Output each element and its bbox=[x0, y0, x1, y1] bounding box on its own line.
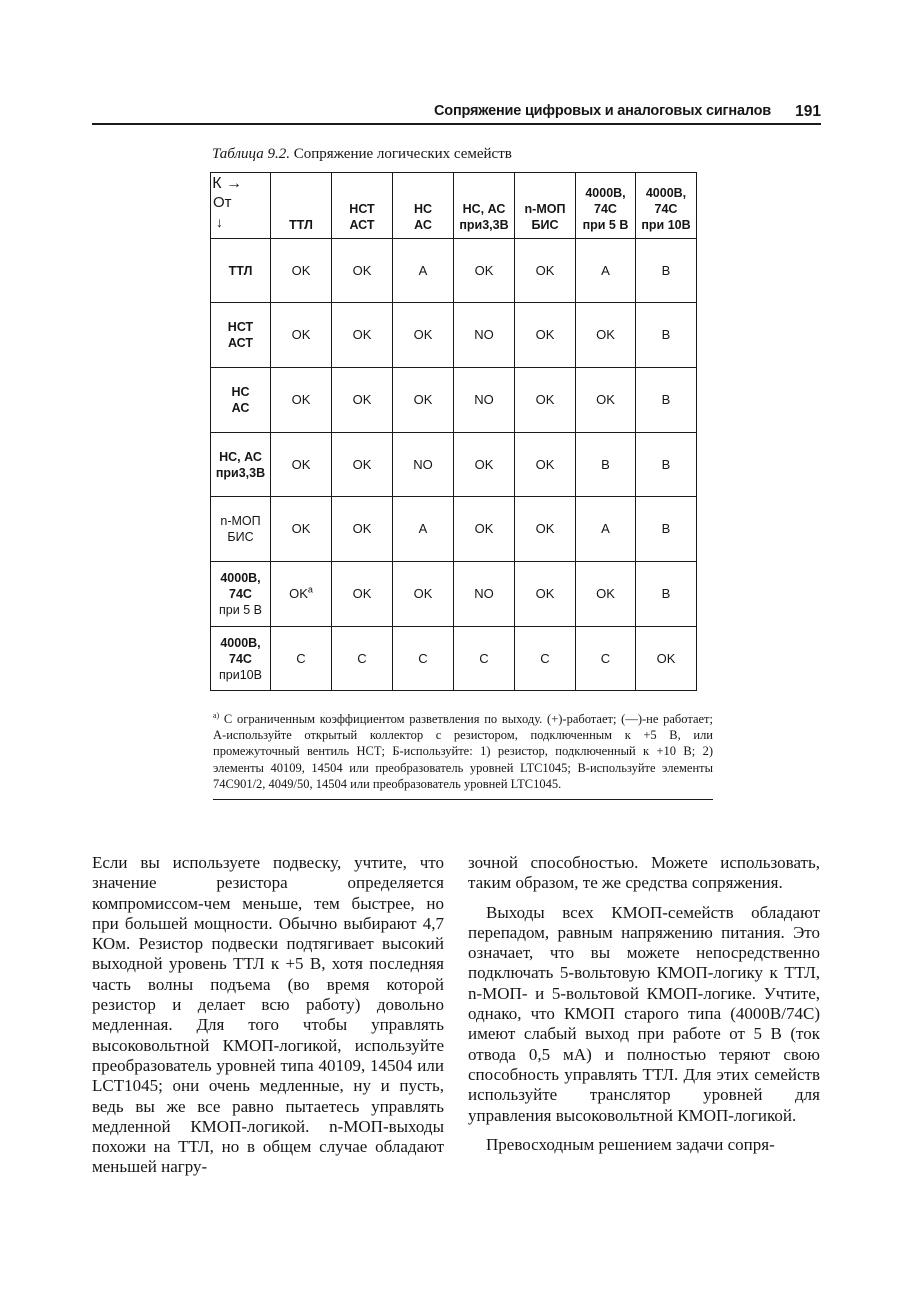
logic-compatibility-table bbox=[210, 172, 697, 691]
column-header: ТТЛ bbox=[271, 173, 332, 239]
table-row bbox=[211, 239, 697, 303]
table-cell: OK bbox=[393, 303, 454, 368]
table-header-row bbox=[211, 173, 697, 239]
table-cell: OK bbox=[332, 433, 393, 497]
footnote-marker: a bbox=[307, 584, 313, 595]
table-cell: OK bbox=[332, 368, 393, 433]
table-cell: OK bbox=[576, 368, 636, 433]
table-cell: OK bbox=[332, 562, 393, 627]
row-header: 4000В, 74С при 5 В bbox=[211, 562, 271, 627]
table-cell: B bbox=[636, 497, 697, 562]
body-column-left bbox=[92, 853, 444, 1178]
table-cell: OK bbox=[576, 562, 636, 627]
body-paragraph: Выходы всех КМОП-семейств обладают перепадом, равным напряжению питания. Это означает, что вы можете непосредственно подключать 5-вольтовую КМОП-логику к ТТЛ, n-МОП- и 5-вольтовой КМОП-логике. Учтите, однако, что КМОП старого типа (4000В/74С) имеют слабый выход при работе от 5 В (ток отвода 0,5 мА) и полностью теряют свою способность управлять ТТЛ. Для этих семейств используйте транслятор уровней для управления высоковольтной КМОП-логикой. bbox=[468, 902, 820, 1125]
page-number: 191 bbox=[795, 103, 821, 120]
table-cell: C bbox=[393, 627, 454, 691]
to-arrow-label: К → bbox=[212, 175, 242, 192]
column-header: НС, АС при3,3В bbox=[454, 173, 515, 239]
body-paragraph: зочной способностью. Можете использовать, таким образом, те же средства сопряжения. bbox=[468, 853, 820, 893]
table-cell: OK bbox=[271, 497, 332, 562]
table-cell: OK bbox=[393, 562, 454, 627]
footnote-mark: a) bbox=[213, 710, 220, 720]
column-header: 4000В, 74С при 5 В bbox=[576, 173, 636, 239]
body-paragraph: Превосходным решением задачи сопря- bbox=[486, 1134, 775, 1154]
table-cell: OK bbox=[515, 368, 576, 433]
page-header bbox=[92, 100, 821, 125]
table-cell: $OK^a$ bbox=[271, 562, 332, 627]
table-cell: NO bbox=[454, 562, 515, 627]
table-cell: OK bbox=[271, 433, 332, 497]
table-caption-label: Таблица 9.2. bbox=[212, 146, 290, 162]
table-cell: OK bbox=[515, 497, 576, 562]
body-column-right bbox=[468, 853, 820, 1155]
table-cell: A bbox=[576, 497, 636, 562]
table-caption-text: Сопряжение логических семейств bbox=[289, 146, 512, 162]
row-header: 4000В, 74С при10В bbox=[211, 627, 271, 691]
table-cell: C bbox=[332, 627, 393, 691]
running-title: Сопряжение цифровых и аналоговых сигналов bbox=[434, 103, 771, 119]
row-header: n-МОП БИС bbox=[211, 497, 271, 562]
table-cell: A bbox=[393, 239, 454, 303]
table-row bbox=[211, 497, 697, 562]
column-header: 4000В, 74С при 10В bbox=[636, 173, 697, 239]
table-cell: B bbox=[576, 433, 636, 497]
table-cell: OK bbox=[332, 303, 393, 368]
table-cell: A bbox=[576, 239, 636, 303]
table-row bbox=[211, 562, 697, 627]
table-row bbox=[211, 368, 697, 433]
table-row bbox=[211, 627, 697, 691]
down-arrow-icon: ↓ bbox=[216, 214, 223, 230]
table-cell: OK bbox=[332, 497, 393, 562]
table-cell: OK bbox=[271, 239, 332, 303]
table-cell: OK bbox=[454, 433, 515, 497]
table-cell: OK bbox=[515, 303, 576, 368]
table-cell: A bbox=[393, 497, 454, 562]
table-row bbox=[211, 303, 697, 368]
body-paragraph: Если вы используете подвеску, учтите, что значение резистора определяется компромиссом-чем меньше, тем быстрее, но при большей мощности. Обычно выбирают 4,7 КОм. Резистор подвески подтягивает высокий выходной уровень ТТЛ к +5 В, хотя последняя часть волны подъема (во время которой резистор и делает всю работу) довольно медленная. Для того чтобы управлять высоковольтной КМОП-логикой, используйте преобразователь уровней типа 40109, 14504 или LCT1045; они очень медленные, ну и пусть, ведь вы же все равно пытаетесь управлять медленной КМОП-логикой. n-МОП-выходы похожи на ТТЛ, но в общем случае обладают меньшей нагру- bbox=[92, 853, 444, 1177]
table-corner-cell bbox=[211, 173, 271, 239]
table-cell: NO bbox=[454, 368, 515, 433]
footnote-text: С ограниченным коэффициентом разветвления по выходу. (+)-работает; (—)-не работает; А-используйте открытый коллектор с резистором, подключенным к +5 В, или промежуточный вентиль НСТ; Б-используйте: 1) резистор, подключенный к +10 В; 2) элементы 40109, 14504 или преобразователь уровней LTC1045; В-используйте элементы 74С901/2, 4049/50, 14504 или преобразователь уровней LTC1045. bbox=[213, 712, 713, 791]
table-cell: B bbox=[636, 562, 697, 627]
table-row bbox=[211, 433, 697, 497]
table-cell: OK bbox=[332, 239, 393, 303]
table-cell: C bbox=[576, 627, 636, 691]
table-cell: B bbox=[636, 368, 697, 433]
table-cell: OK bbox=[515, 433, 576, 497]
table-cell: OK bbox=[515, 562, 576, 627]
table-cell: C bbox=[515, 627, 576, 691]
table-cell: OK bbox=[515, 239, 576, 303]
table-cell: OK bbox=[271, 368, 332, 433]
table-cell: NO bbox=[393, 433, 454, 497]
row-header: НС АС bbox=[211, 368, 271, 433]
column-header: НСТ АСТ bbox=[332, 173, 393, 239]
table-footnote bbox=[213, 711, 713, 800]
table-cell: OK bbox=[636, 627, 697, 691]
row-header: НСТ АСТ bbox=[211, 303, 271, 368]
row-header: НС, АС при3,3В bbox=[211, 433, 271, 497]
table-caption bbox=[212, 146, 512, 163]
table-cell: B bbox=[636, 433, 697, 497]
table-cell: OK bbox=[271, 303, 332, 368]
column-header: НС АС bbox=[393, 173, 454, 239]
table-cell: OK bbox=[576, 303, 636, 368]
table-cell: C bbox=[454, 627, 515, 691]
row-header: ТТЛ bbox=[211, 239, 271, 303]
table-cell: C bbox=[271, 627, 332, 691]
table-cell: OK bbox=[454, 497, 515, 562]
table-cell: OK bbox=[454, 239, 515, 303]
table-cell: B bbox=[636, 239, 697, 303]
table-cell: OK bbox=[393, 368, 454, 433]
column-header: n-МОП БИС bbox=[515, 173, 576, 239]
table-cell: B bbox=[636, 303, 697, 368]
table-cell: NO bbox=[454, 303, 515, 368]
from-label: От bbox=[213, 194, 232, 211]
